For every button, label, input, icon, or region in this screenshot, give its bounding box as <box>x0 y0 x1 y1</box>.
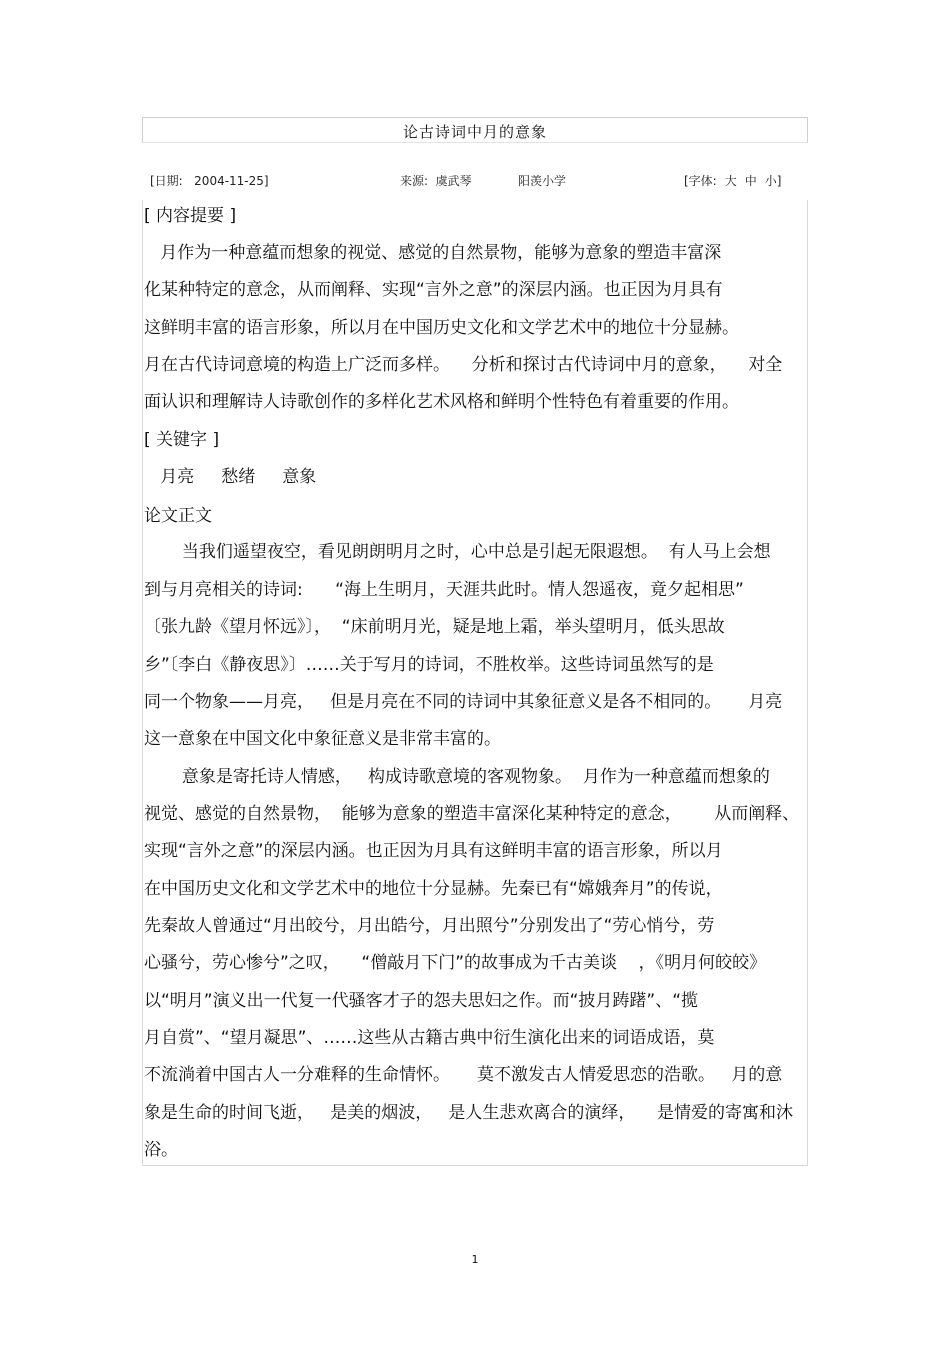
text-line: 这一意象在中国文化中象征意义是非常丰富的。 <box>144 729 501 749</box>
text-line: 面认识和理解诗人诗歌创作的多样化艺术风格和鲜明个性特色有着重要的作用。 <box>144 392 739 412</box>
text-line: 实现“言外之意”的深层内涵。也正因为月具有这鲜明丰富的语言形象，所以月 <box>144 841 723 861</box>
text-line: 月自赏”、“望月凝思”、……这些从古籍古典中衍生演化出来的词语成语，莫 <box>144 1028 715 1048</box>
font-medium-link[interactable]: 中 <box>744 174 757 188</box>
article-title: 论古诗词中月的意象 <box>402 123 547 141</box>
text-line: 月在古代诗词意境的构造上广泛而多样。 分析和探讨古代诗词中月的意象， 对全 <box>144 355 783 375</box>
text-line: 在中国历史文化和文学艺术中的地位十分显赫。先秦已有“嫦娥奔月”的传说， <box>144 879 723 899</box>
text-line: 不流淌着中国古人一分难释的生命情怀。 莫不激发古人情爱思恋的浩歌。 月的意 <box>144 1065 783 1085</box>
font-size-label: [字体: <box>684 174 717 188</box>
text-line: 心骚兮，劳心惨兮”之叹， “僧敲月下门”的故事成为千古美谈 ，《明月何皎皎》 <box>144 953 767 973</box>
date-label: [日期: 2004-11-25] <box>150 174 269 188</box>
page-number: 1 <box>471 1253 479 1266</box>
font-small-link[interactable]: 小] <box>764 174 782 188</box>
text-line: 象是生命的时间飞逝， 是美的烟波， 是人生悲欢离合的演绎， 是情爱的寄寓和沐 <box>144 1103 794 1123</box>
text-line: 意象是寄托诗人情感， 构成诗歌意境的客观物象。 月作为一种意蕴而想象的 <box>144 767 770 787</box>
text-line: 这鲜明丰富的语言形象，所以月在中国历史文化和文学艺术中的地位十分显赫。 <box>144 318 739 338</box>
font-size-selector <box>680 172 785 189</box>
text-line: 浴。 <box>144 1140 178 1160</box>
school-label: 阳羡小学 <box>518 174 567 188</box>
text-line: 〔张九龄《望月怀远》〕， “床前明月光，疑是地上霜，举头望明月，低头思故 <box>144 617 725 637</box>
text-line: 到与月亮相关的诗词: “海上生明月，天涯共此时。情人怨遥夜，竟夕起相思” <box>144 580 744 600</box>
content-box <box>142 200 808 1166</box>
text-line: [ 关键字 ] <box>144 430 220 450</box>
source-label: 来源: 虞武琴 <box>400 174 472 188</box>
text-line: 当我们遥望夜空，看见朗朗明月之时，心中总是引起无限遐想。 有人马上会想 <box>144 542 771 562</box>
text-line: 论文正文 <box>144 506 212 526</box>
text-line: 月作为一种意蕴而想象的视觉、感觉的自然景物，能够为意象的塑造丰富深 <box>144 243 722 263</box>
text-line: [ 内容提要 ] <box>144 206 237 226</box>
text-line: 先秦故人曾通过“月出皎兮，月出皓兮，月出照兮”分别发出了“劳心悄兮，劳 <box>144 916 715 936</box>
title-box <box>142 117 808 143</box>
font-large-link[interactable]: 大 <box>724 174 737 188</box>
text-line: 同一个物象——月亮， 但是月亮在不同的诗词中其象征意义是各不相同的。 月亮 <box>144 692 783 712</box>
text-line: 以“明月”演义出一代复一代骚客才子的怨夫思妇之作。而“披月踌躇”、“揽 <box>144 991 699 1011</box>
text-line: 乡”〔李白《静夜思》〕……关于写月的诗词，不胜枚举。这些诗词虽然写的是 <box>144 655 714 675</box>
text-line: 化某种特定的意念，从而阐释、实现“言外之意”的深层内涵。也正因为月具有 <box>144 280 723 300</box>
text-line: 月亮 愁绪 意象 <box>144 467 317 487</box>
text-line: 视觉、感觉的自然景物， 能够为意象的塑造丰富深化某种特定的意念， 从而阐释、 <box>144 804 800 824</box>
